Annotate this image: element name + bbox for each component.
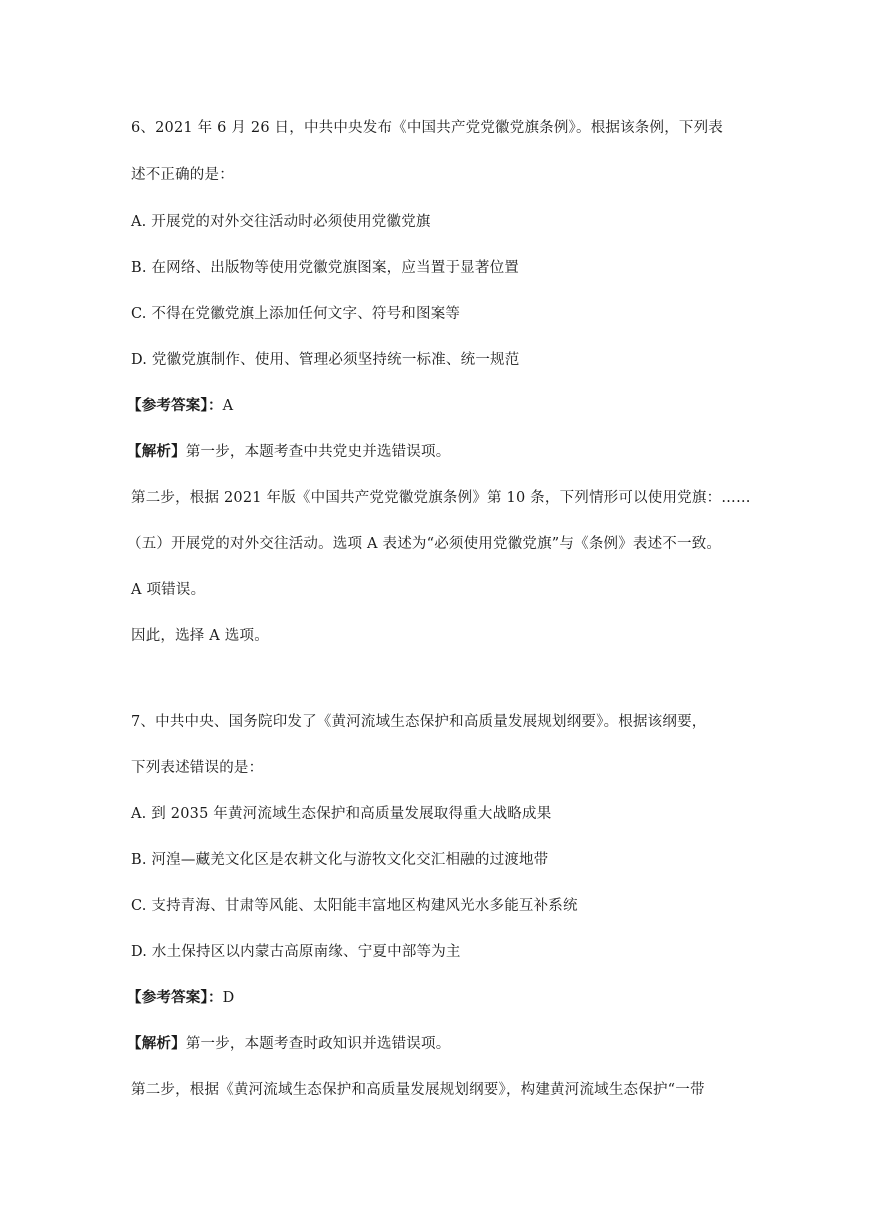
answer-value: A [222,398,234,414]
analysis-text: 第一步，本题考查中共党史并选错误项。 [185,444,451,460]
question-6-option-b: B. 在网络、出版物等使用党徽党旗图案，应当置于显著位置 [131,260,519,276]
question-7-option-c: C. 支持青海、甘肃等风能、太阳能丰富地区构建风光水多能互补系统 [131,898,578,914]
answer-label: 【参考答案】： [127,989,223,1006]
question-6-option-a: A. 开展党的对外交往活动时必须使用党徽党旗 [131,214,431,230]
question-7-explanation-line1: 第二步，根据《黄河流域生态保护和高质量发展规划纲要》，构建黄河流域生态保护“一带 [131,1082,705,1098]
question-7-analysis [127,1034,450,1054]
question-7-stem-line2: 下列表述错误的是： [131,760,264,776]
question-7-answer [127,988,234,1008]
question-6-option-c: C. 不得在党徽党旗上添加任何文字、符号和图案等 [131,306,461,322]
analysis-text: 第一步，本题考查时政知识并选错误项。 [185,1036,451,1052]
answer-value: D [222,990,235,1006]
question-7-option-b: B. 河湟—藏羌文化区是农耕文化与游牧文化交汇相融的过渡地带 [131,852,549,868]
question-6-stem-line2: 述不正确的是： [131,167,234,183]
question-7-option-d: D. 水土保持区以内蒙古高原南缘、宁夏中部等为主 [131,944,461,960]
question-6-explanation-line2: （五）开展党的对外交往活动。选项 A 表述为“必须使用党徽党旗”与《条例》表述不一致。 [127,536,722,552]
question-6-explanation-line4: 因此，选择 A 选项。 [131,628,269,644]
question-6-option-d: D. 党徽党旗制作、使用、管理必须坚持统一标准、统一规范 [131,352,520,368]
question-6-analysis [127,442,450,462]
question-7-stem-line1: 7、中共中央、国务院印发了《黄河流域生态保护和高质量发展规划纲要》。根据该纲要， [131,714,707,730]
question-7-option-a: A. 到 2035 年黄河流域生态保护和高质量发展取得重大战略成果 [131,806,552,822]
question-6-explanation-line1: 第二步，根据 2021 年版《中国共产党党徽党旗条例》第 10 条，下列情形可以使用党旗：…… [131,490,751,506]
question-6-explanation-line3: A 项错误。 [131,582,206,598]
question-6-answer [127,396,233,416]
analysis-label: 【解析】 [127,1035,186,1052]
question-6-stem-line1: 6、2021 年 6 月 26 日，中共中央发布《中国共产党党徽党旗条例》。根据该条例，下列表 [131,120,723,136]
analysis-label: 【解析】 [127,443,186,460]
answer-label: 【参考答案】： [127,397,223,414]
